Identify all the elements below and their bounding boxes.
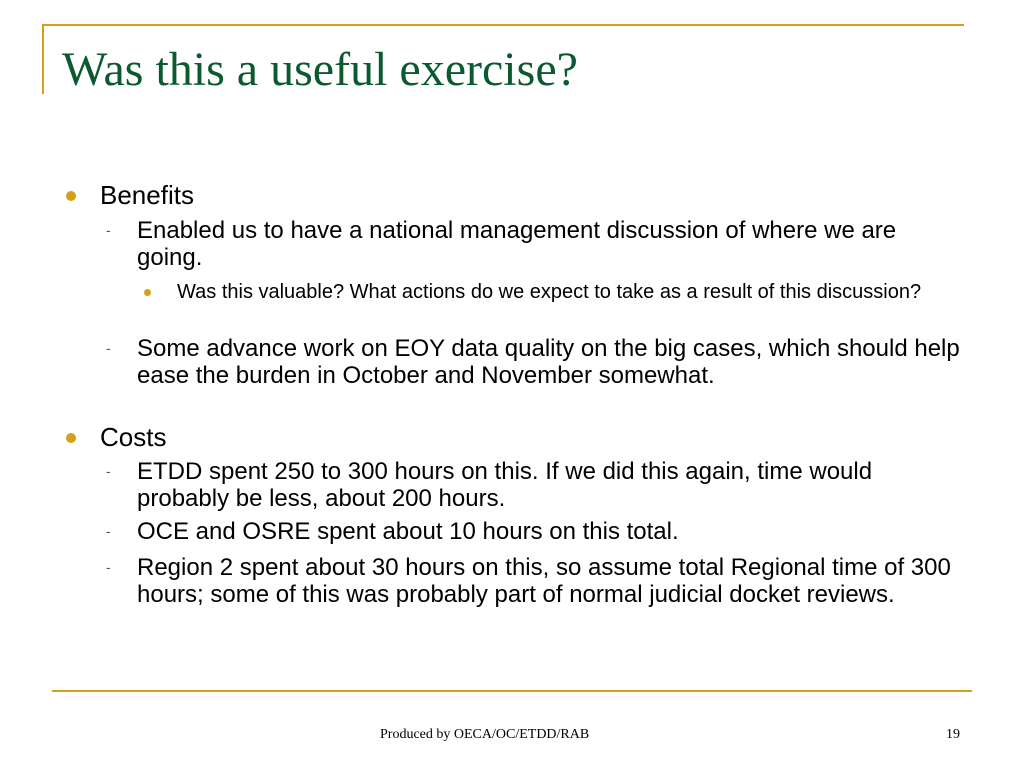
benefits-heading: Benefits bbox=[100, 180, 194, 210]
dash-icon: - bbox=[106, 340, 111, 356]
costs-heading: Costs bbox=[100, 422, 167, 452]
dash-icon: - bbox=[106, 222, 111, 238]
cost-item: OCE and OSRE spent about 10 hours on this total. bbox=[137, 518, 679, 545]
slide-title: Was this a useful exercise? bbox=[62, 43, 578, 96]
bullet-icon bbox=[66, 191, 76, 201]
dash-icon: - bbox=[106, 463, 111, 479]
bullet-icon bbox=[144, 289, 151, 296]
dash-icon: - bbox=[106, 523, 111, 539]
page-number: 19 bbox=[946, 727, 960, 742]
benefit-item: Enabled us to have a national management discussion of where we are going. bbox=[137, 217, 897, 271]
dash-icon: - bbox=[106, 559, 111, 575]
bullet-icon bbox=[66, 433, 76, 443]
footer-credit: Produced by OECA/OC/ETDD/RAB bbox=[380, 727, 590, 742]
cost-item: Region 2 spent about 30 hours on this, so assume total Regional time of 300 hours; some of this was probably part of normal judicial docket reviews. bbox=[137, 554, 951, 608]
benefit-item: Some advance work on EOY data quality on the big cases, which should help ease the burden in October and November somewhat. bbox=[137, 335, 960, 389]
benefit-subitem: Was this valuable? What actions do we expect to take as a result of this discussion? bbox=[177, 281, 922, 303]
cost-item: ETDD spent 250 to 300 hours on this. If we did this again, time would probably be less, about 200 hours. bbox=[137, 458, 873, 512]
footer-rule bbox=[52, 690, 972, 692]
